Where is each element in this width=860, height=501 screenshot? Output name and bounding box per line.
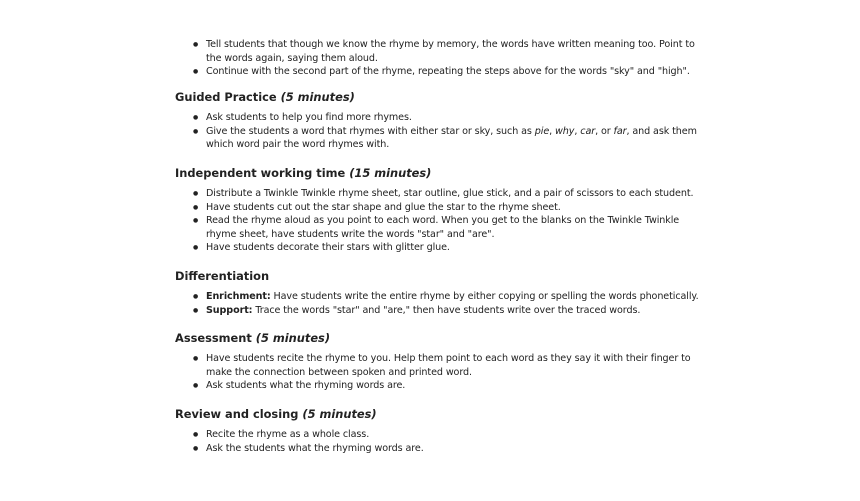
separator: , (574, 125, 581, 137)
section-duration: (15 minutes) (349, 166, 432, 180)
guided-practice-section (0, 90, 860, 152)
list-item (0, 304, 706, 318)
list-item: ● Have students cut out the star shape and glue the star to the rhyme sheet. (0, 201, 706, 215)
section-title: Assessment (175, 331, 252, 345)
section-title: Independent working time (175, 166, 346, 180)
item-text: Trace the words "star" and "are," then have students write over the traced words. (252, 304, 641, 316)
list-item: ● Ask the students what the rhyming words are. (0, 442, 706, 456)
section-title: Differentiation (175, 269, 270, 283)
review-closing-section (0, 407, 860, 455)
section-title: Guided Practice (175, 90, 277, 104)
list-item: ● Continue with the second part of the rhyme, repeating the steps above for the words "sky" and "high". (0, 65, 706, 79)
list-item: ● Have students decorate their stars with glitter glue. (0, 241, 706, 255)
item-label: Enrichment: (206, 291, 271, 302)
section-duration: (5 minutes) (280, 90, 355, 104)
list-item: ● Tell students that though we know the rhyme by memory, the words have written meaning too. Point to the words again, saying them aloud. (0, 38, 706, 65)
section-heading (175, 407, 860, 422)
assessment-list (0, 352, 860, 393)
differentiation-section (0, 269, 860, 317)
independent-working-section (0, 166, 860, 255)
section-heading (175, 90, 860, 105)
separator: , (549, 125, 556, 137)
differentiation-list (0, 290, 860, 317)
section-title: Review and closing (175, 407, 299, 421)
list-item (0, 290, 706, 304)
separator: , or (595, 125, 614, 137)
review-closing-list (0, 428, 860, 455)
list-item: ● Distribute a Twinkle Twinkle rhyme sheet, star outline, glue stick, and a pair of scissors to each student. (0, 187, 706, 201)
example-word: car (580, 125, 596, 137)
assessment-section (0, 331, 860, 393)
section-heading (175, 166, 860, 181)
section-heading (175, 269, 860, 284)
guided-practice-list (0, 111, 860, 152)
section-duration: (5 minutes) (255, 331, 331, 345)
section-heading (175, 331, 860, 346)
example-word: far (613, 125, 627, 137)
section-duration: (5 minutes) (302, 407, 377, 421)
item-text: Give the students a word that rhymes with either star or sky, such as (206, 125, 535, 137)
example-word: pie (534, 125, 550, 137)
item-text: , and ask them which word pair the word rhymes with. (206, 125, 697, 151)
list-item (0, 125, 706, 152)
list-item: ● Have students recite the rhyme to you. Help them point to each word as they say it with their finger to make the connection between spoken and printed word. (0, 352, 706, 379)
list-item: ● Read the rhyme aloud as you point to each word. When you get to the blanks on the Twinkle Twinkle rhyme sheet, have students write the words "star" and "are". (0, 214, 706, 241)
intro-list (0, 38, 706, 79)
item-label: Support: (206, 304, 253, 316)
list-item: ● Ask students to help you find more rhymes. (0, 111, 706, 125)
independent-working-list (0, 187, 860, 255)
example-word: why (555, 125, 575, 137)
list-item: ● Recite the rhyme as a whole class. (0, 428, 706, 442)
list-item: ● Ask students what the rhyming words are. (0, 379, 706, 393)
item-text: Have students write the entire rhyme by either copying or spelling the words phonetically. (270, 291, 699, 302)
